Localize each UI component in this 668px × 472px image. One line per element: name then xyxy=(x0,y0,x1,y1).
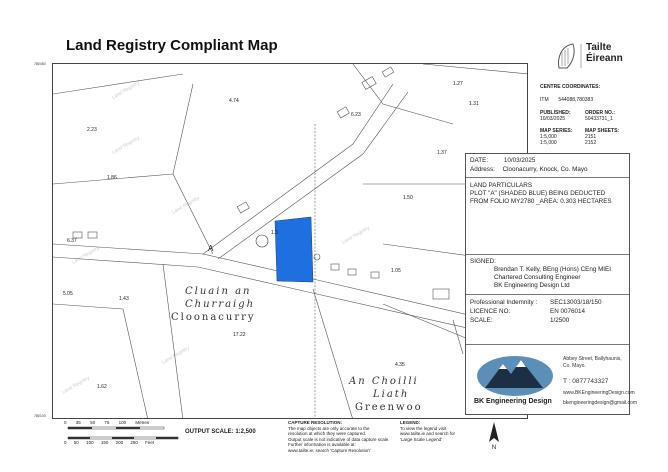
parcel-area: 1.62 xyxy=(97,384,107,390)
map-drawing xyxy=(53,64,528,419)
indemnity-value: SEC13003/18/150 xyxy=(550,299,602,306)
order-label: ORDER NO.: xyxy=(585,110,615,116)
svg-text:Land Registry: Land Registry xyxy=(161,345,191,366)
published-value: 10/03/2025 xyxy=(540,116,566,122)
parcel-area: 4.74 xyxy=(229,98,239,104)
townland2-english: Greenwoo xyxy=(355,402,423,413)
scale-label: SCALE: xyxy=(470,317,493,324)
date-row xyxy=(470,157,535,164)
date-value: 10/03/2025 xyxy=(503,157,536,164)
scale-row xyxy=(470,317,570,324)
svg-text:Land Registry: Land Registry xyxy=(341,225,371,246)
capture-resolution: CAPTURE RESOLUTION: The map objects are only accurate to the resolution at which they were captured. Output scale is not indicative of data capture scale. Further information is available at: www.tailte.ie; search 'Capture Resolution' xyxy=(288,420,390,453)
sheet-1: 2151 xyxy=(585,134,597,140)
indemnity-row xyxy=(470,299,602,306)
plot-a-shaded xyxy=(275,217,313,282)
parcel-area: 6.23 xyxy=(351,112,361,118)
parcel-area: 1.3 xyxy=(271,230,278,236)
parcel-area: 6.37 xyxy=(67,238,77,244)
townland2-irish-1: An Choilli xyxy=(349,376,419,387)
top-coordinate: 780450 xyxy=(34,62,46,66)
bottom-coordinate: 780100 xyxy=(34,414,46,418)
brand-name xyxy=(586,42,623,64)
bk-web[interactable]: www.BKEngineeringDesign.com xyxy=(563,390,635,396)
svg-text:Land Registry: Land Registry xyxy=(171,195,201,216)
map-frame xyxy=(52,63,528,419)
signer-company: BK Engineering Design Ltd xyxy=(494,282,570,289)
licence-row xyxy=(470,308,586,315)
scale-feet: 0 50 100 150 200 250 Feet xyxy=(64,440,155,445)
parcel-area: 2.23 xyxy=(87,127,97,133)
particulars-line-1: PLOT "A" (SHADED BLUE) BEING DEDUCTED xyxy=(470,190,606,197)
itm-row xyxy=(540,97,593,103)
bk-name: BK Engineering Design xyxy=(474,398,552,405)
indemnity-label: Professional Indemnity : xyxy=(470,299,538,306)
itm-label: ITM xyxy=(540,97,549,103)
output-scale: OUTPUT SCALE: 1:2,500 xyxy=(185,429,256,435)
licence-value: EN 0076014 xyxy=(550,308,586,315)
brand-line-2: Éireann xyxy=(586,53,623,64)
licence-label: LICENCE NO: xyxy=(470,308,511,315)
svg-text:Land Registry: Land Registry xyxy=(111,135,141,156)
plot-a-marker xyxy=(256,235,268,247)
itm-value: 544088,780383 xyxy=(558,97,594,103)
series-2: 1:5,000 xyxy=(540,140,557,146)
centre-coordinates-label: CENTRE COORDINATES: xyxy=(540,84,601,90)
bk-phone: T : 0877743327 xyxy=(563,378,609,385)
address-row xyxy=(470,166,588,173)
side-road-2 xyxy=(218,92,408,259)
address-label: Address: xyxy=(470,166,495,173)
brand-line-1: Tailte xyxy=(586,42,612,53)
svg-text:Land Registry: Land Registry xyxy=(71,245,101,266)
parcel-area: 1.31 xyxy=(469,101,479,107)
signed-label: SIGNED: xyxy=(470,258,496,265)
series-label: MAP SERIES: xyxy=(540,128,573,134)
sheet-2: 2152 xyxy=(585,140,597,146)
particulars-heading: LAND PARTICULARS xyxy=(470,182,533,189)
parcel-area: 4.35 xyxy=(395,362,405,368)
parcel-area: 5.05 xyxy=(63,291,73,297)
parcel-area: 1.43 xyxy=(119,296,129,302)
particulars-line-2: FROM FOLIO MY2780 _AREA: 0.303 HECTARES xyxy=(470,198,612,205)
svg-text:N: N xyxy=(491,445,497,450)
published-label: PUBLISHED: xyxy=(540,110,571,116)
bk-address-2: Co. Mayo. xyxy=(563,363,586,369)
date-label: DATE: xyxy=(470,157,489,164)
order-value: 50433731_1 xyxy=(585,116,613,122)
bk-email[interactable]: bkengineeringdesign@gmail.com xyxy=(563,400,638,406)
townland2-irish-2: Liath xyxy=(373,389,410,400)
townland-english: Cloonacurry xyxy=(171,312,256,323)
page-title: Land Registry Compliant Map xyxy=(66,37,278,54)
bk-address-1: Abbey Street, Ballyhaunis, xyxy=(563,356,622,362)
parcel-area: 17.22 xyxy=(233,332,246,338)
svg-text:Land Registry: Land Registry xyxy=(111,80,141,101)
series-1: 1:5,000 xyxy=(540,134,557,140)
signer-title: Chartered Consulting Engineer xyxy=(494,274,581,281)
parcel-area: 1.86 xyxy=(107,175,117,181)
scale-metres: 0 35 50 75 100 Metres xyxy=(64,420,150,425)
townland-irish-1: Cluain an xyxy=(185,286,252,297)
svg-text:Land Registry: Land Registry xyxy=(61,375,91,396)
north-arrow-icon xyxy=(484,420,504,450)
sheets-label: MAP SHEETS: xyxy=(585,128,620,134)
signer-name: Brendan T. Kelly, BEng (Hons) CEng MIEI xyxy=(494,266,612,273)
townland-irish-2: Churraigh xyxy=(185,299,256,310)
parcel-area: 1.37 xyxy=(437,150,447,156)
parcel-area: 1.27 xyxy=(453,81,463,87)
scale-value: 1/2500 xyxy=(550,317,570,324)
plot-a-label: A xyxy=(208,244,214,253)
parcel-area: 1.50 xyxy=(403,195,413,201)
parcel-area: 1.05 xyxy=(391,268,401,274)
legend-note: LEGEND: To view the legend visit www.tailte.ie and search for 'Large Scale Legend' xyxy=(400,420,456,442)
address-value: Cloonacurry, Knock, Co. Mayo xyxy=(502,166,588,173)
